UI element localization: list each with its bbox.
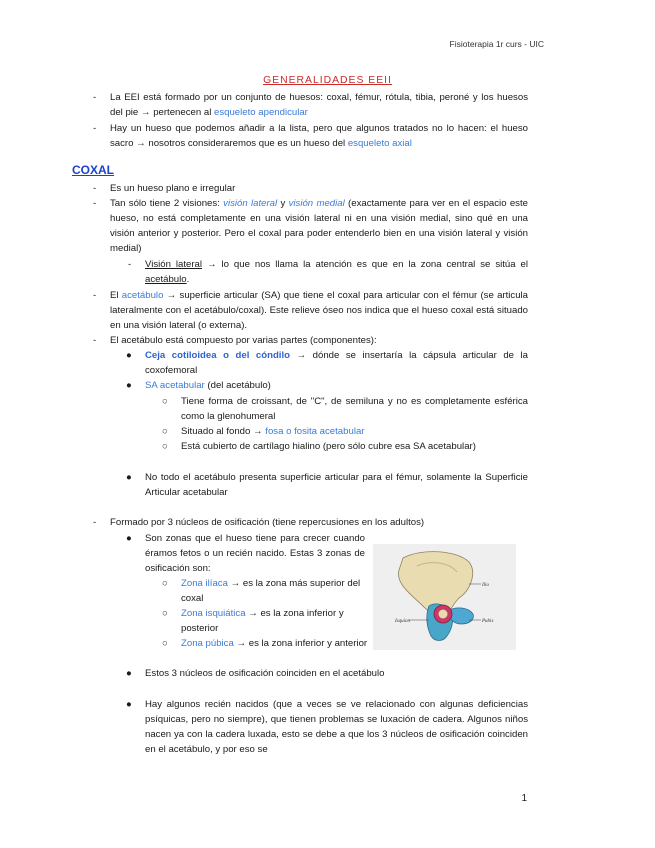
text: (del acetábulo) [204, 380, 271, 391]
coxal-item-1: Es un hueso plano e irregular [110, 183, 236, 194]
dash-bullet: - [93, 517, 97, 528]
dash-bullet: - [93, 123, 97, 134]
coxal-bone-illustration [373, 544, 516, 650]
term-ceja-cotiloidea: Ceja cotiloidea o del cóndilo [145, 350, 291, 361]
dash-bullet: - [93, 290, 97, 301]
dot-bullet: ● [126, 472, 132, 483]
link-esqueleto-axial: esqueleto axial [347, 138, 412, 149]
acetabulo-part-1 [145, 348, 528, 378]
osificacion-item: Formado por 3 núcleos de osificación (tiene repercusiones en los adultos) [110, 517, 425, 528]
text: Tan sólo tiene 2 visiones: [110, 198, 224, 209]
circle-bullet: ○ [162, 638, 168, 649]
coxal-subitem-vision-lateral [145, 257, 528, 287]
coxal-item-4: El acetábulo está compuesto por varias partes (componentes): [110, 335, 377, 346]
dot-bullet: ● [126, 533, 132, 544]
term-zona-iliaca: Zona ilíaca [181, 578, 228, 589]
osificacion-zonas: Son zonas que el hueso tiene para crecer cuando éramos fetos o un recién nacido. Estas 3 zonas de osificación son: [145, 533, 365, 574]
link-esqueleto-apendicular: esqueleto apendicular [214, 107, 308, 118]
sa-detail-1: Tiene forma de croissant, de "C", de semiluna y no es completamente esférica como la glenohumeral [181, 396, 528, 422]
term-zona-pubica: Zona púbica [181, 638, 234, 649]
coxal-item-3 [110, 288, 528, 333]
text: El [110, 290, 122, 301]
figure-label-ilio: Ilio [482, 583, 489, 588]
text: → es la zona inferior y anterior [233, 638, 368, 649]
acetabulo-part-3: No todo el acetábulo presenta superficie articular para el fémur, solamente la Superficie Articular acetabular [145, 472, 528, 498]
dash-bullet: - [93, 335, 97, 346]
text: → dónde se insertaría la cápsula articular de la coxofemoral [145, 350, 528, 376]
term: Visión lateral [145, 259, 203, 270]
circle-bullet: ○ [162, 396, 168, 407]
circle-bullet: ○ [162, 426, 168, 437]
header-course: Fisioterapia 1r curs - UIC [449, 39, 544, 49]
page-number: 1 [521, 793, 527, 804]
text: y [277, 198, 289, 209]
figure-label-pubis: Pubis [482, 619, 494, 624]
circle-bullet: ○ [162, 578, 168, 589]
sa-detail-3: Está cubierto de cartílago hialino (pero sólo cubre esa SA acetabular) [181, 441, 476, 452]
text: → es la zona inferior y posterior [181, 608, 344, 634]
figure-label-isquion: Isquion [395, 619, 410, 624]
intro-item-2 [110, 121, 528, 151]
section-heading-coxal: COXAL [72, 163, 114, 177]
dash-bullet: - [93, 198, 97, 209]
term-fosa-acetabular: fosa o fosita acetabular [265, 426, 365, 437]
intro-text: La EEI está formado por un conjunto de huesos: coxal, fémur, rótula, tibia, peroné y los huesos del pie → pertenecen al [110, 92, 528, 118]
dot-bullet: ● [126, 350, 132, 361]
zona-pubica [181, 636, 371, 651]
intro-item-1 [110, 90, 528, 120]
term-vision-lateral: visión lateral [223, 198, 278, 209]
dot-bullet: ● [126, 699, 132, 710]
text: → lo que nos llama la atención es que en la zona central se sitúa el [202, 259, 528, 270]
dash-bullet: - [128, 259, 132, 270]
coxal-bone-figure [373, 544, 516, 650]
term-sa-acetabular: SA acetabular [145, 380, 205, 391]
intro-text: Hay un hueso que podemos añadir a la lista, pero que algunos tratados no lo hacen: el hueso sacro → nosotros consideraremos que es un hueso del [110, 123, 528, 149]
text: . [186, 274, 190, 285]
osificacion-coinciden: Estos 3 núcleos de osificación coinciden en el acetábulo [145, 668, 385, 679]
acetabulo-part-2 [145, 378, 528, 393]
luxacion-cadera-text: Hay algunos recién nacidos (que a veces se ve relacionado con algunas deficiencias psíquicas, pero no siempre), que tienen problemas se luxación de cadera. Algunos niños nacen ya con la cadera luxada, esto se debe a que los 3 núcleos de osificación coinciden en el acetábulo, y por eso se [145, 699, 528, 755]
circle-bullet: ○ [162, 608, 168, 619]
sa-detail-2 [181, 424, 528, 439]
coxal-item-2 [110, 196, 528, 256]
dot-bullet: ● [126, 668, 132, 679]
zona-iliaca [181, 576, 371, 606]
term-zona-isquiatica: Zona isquiática [181, 608, 246, 619]
text: (exactamente para ver en el espacio este hueso, no está completamente en una visión lateral ni en una visión medial, sino qué en una visión anterior y posterior. Pero el coxal para poder entenderlo bien en una visión lateral y visión medial) [110, 198, 528, 254]
dash-bullet: - [93, 92, 97, 103]
circle-bullet: ○ [162, 441, 168, 452]
page-title: GENERALIDADES EEII [263, 75, 392, 86]
term-vision-medial: visión medial [288, 198, 345, 209]
text: Situado al fondo → [181, 426, 266, 437]
text: → es la zona más superior del coxal [181, 578, 361, 604]
dash-bullet: - [93, 183, 97, 194]
text: → superficie articular (SA) que tiene el coxal para articular con el fémur (se articula lateralmente con el acetábulo/coxal). Este relieve óseo nos indica que el hueso coxal está situado en una visión lateral (o externa). [110, 290, 528, 331]
dot-bullet: ● [126, 380, 132, 391]
zona-isquiatica [181, 606, 351, 636]
term-acetabulo: acetábulo [145, 274, 187, 285]
term-acetabulo: acetábulo [121, 290, 164, 301]
